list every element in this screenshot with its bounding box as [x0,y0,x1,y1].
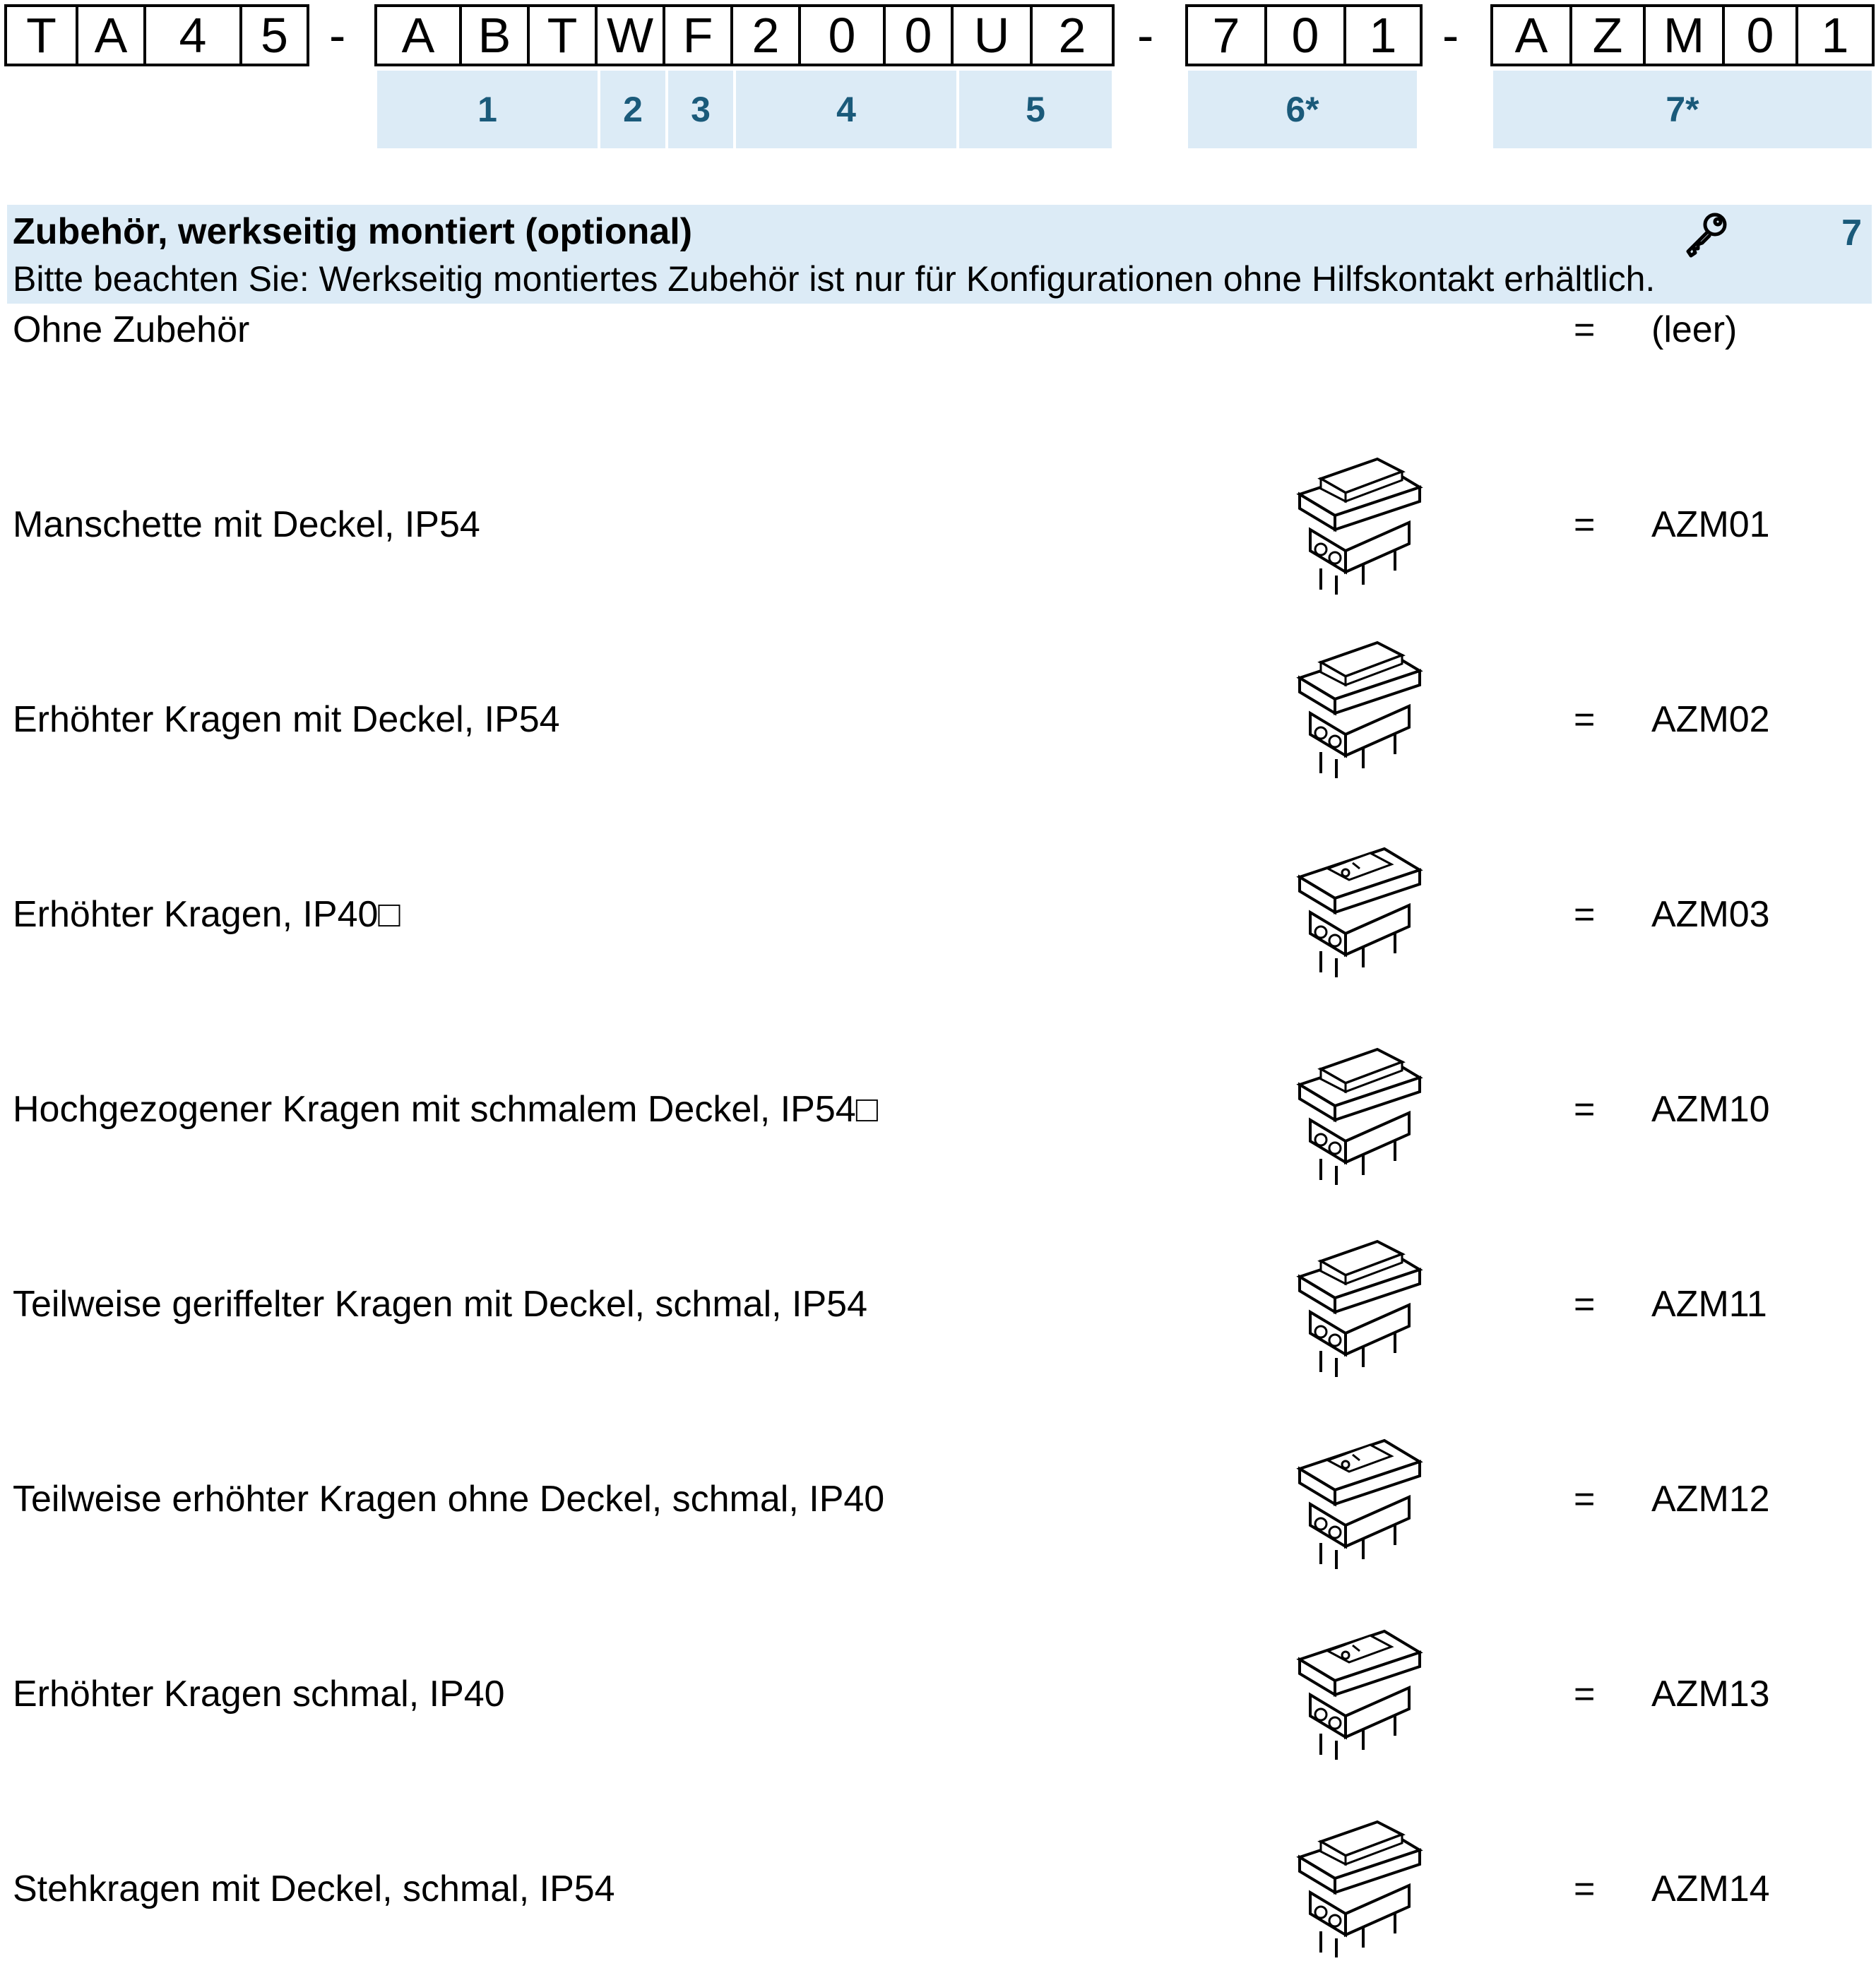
option-label: Hochgezogener Kragen mit schmalem Deckel, IP54□ [13,1089,879,1130]
code-char: F [665,7,733,64]
code-char: 2 [1058,8,1086,63]
option-equals: = [1574,1479,1596,1520]
marker-5: 5 [959,71,1112,148]
option-label: Erhöhter Kragen schmal, IP40 [13,1674,505,1715]
option-label: Erhöhter Kragen, IP40□ [13,894,400,935]
switch-azm10-image [1278,1035,1434,1191]
code-group-2 [374,4,1115,66]
option-code: AZM11 [1651,1284,1767,1325]
code-separator: - [1137,8,1154,63]
code-char: A [78,7,146,64]
option-code: AZM01 [1651,504,1770,545]
switch-azm03-image [1278,828,1434,983]
marker-1: 1 [377,71,598,148]
code-char: 5 [261,8,288,63]
option-code: AZM13 [1651,1674,1770,1715]
option-row [0,890,1876,960]
switch-azm11-image [1278,1227,1434,1383]
switch-azm14-image [1278,1808,1434,1963]
option-code: AZM12 [1651,1479,1770,1520]
option-row [0,1474,1876,1545]
option-row [0,1280,1876,1350]
option-equals: = [1574,1089,1596,1130]
option-equals: = [1574,309,1596,350]
code-char: A [1493,7,1572,64]
code-char: 0 [801,7,886,64]
section-header [7,205,1872,304]
code-char: W [598,7,665,64]
code-char: 4 [146,7,242,64]
option-row [0,1085,1876,1155]
code-char: 0 [1725,7,1798,64]
code-char: 0 [886,7,954,64]
section-title: Zubehör, werkseitig montiert (optional) [13,211,693,252]
switch-azm02-image [1278,628,1434,784]
option-equals: = [1574,1284,1596,1325]
option-equals: = [1574,1674,1596,1715]
option-row [0,305,1876,376]
option-row [0,695,1876,765]
code-separator: - [329,8,346,63]
code-group-4 [1490,4,1875,66]
option-label: Teilweise erhöhter Kragen ohne Deckel, schmal, IP40 [13,1479,885,1520]
switch-azm13-image [1278,1610,1434,1765]
option-code: AZM03 [1651,894,1770,935]
code-group-1 [4,4,309,66]
option-label: Stehkragen mit Deckel, schmal, IP54 [13,1868,615,1909]
code-char: T [530,7,598,64]
section-number: 7 [1841,213,1862,254]
marker-6: 6* [1188,71,1417,148]
option-row [0,1864,1876,1935]
option-code: AZM14 [1651,1868,1770,1909]
option-row [0,1669,1876,1740]
position-markers [0,71,1876,148]
section-note: Bitte beachten Sie: Werkseitig montiertes Zubehör ist nur für Konfigurationen ohne Hilfskontakt erhältlich. [13,259,1656,299]
option-equals: = [1574,894,1596,935]
option-label: Erhöhter Kragen mit Deckel, IP54 [13,699,560,740]
option-label: Ohne Zubehör [13,309,250,350]
marker-7: 7* [1493,71,1872,148]
code-char: M [1646,7,1725,64]
code-char: 1 [1369,8,1397,63]
option-label: Manschette mit Deckel, IP54 [13,504,480,545]
code-char: A [377,7,462,64]
code-char: T [7,7,78,64]
code-char: 0 [1267,7,1346,64]
marker-2: 2 [600,71,665,148]
option-equals: = [1574,1868,1596,1909]
option-equals: = [1574,699,1596,740]
option-code: (leer) [1651,309,1738,350]
code-char: U [954,7,1033,64]
wrench-icon [1681,210,1730,260]
option-label: Teilweise geriffelter Kragen mit Deckel, schmal, IP54 [13,1284,867,1325]
switch-azm12-image [1278,1419,1434,1575]
marker-3: 3 [668,71,733,148]
marker-4: 4 [736,71,956,148]
code-char: B [462,7,530,64]
option-code: AZM10 [1651,1089,1770,1130]
code-char: 7 [1188,7,1267,64]
code-char: 1 [1821,8,1849,63]
option-code: AZM02 [1651,699,1770,740]
switch-azm01-image [1278,445,1434,600]
code-separator: - [1442,8,1459,63]
code-group-3 [1185,4,1423,66]
code-char: 2 [733,7,801,64]
option-row [0,500,1876,571]
option-equals: = [1574,504,1596,545]
code-char: Z [1572,7,1646,64]
